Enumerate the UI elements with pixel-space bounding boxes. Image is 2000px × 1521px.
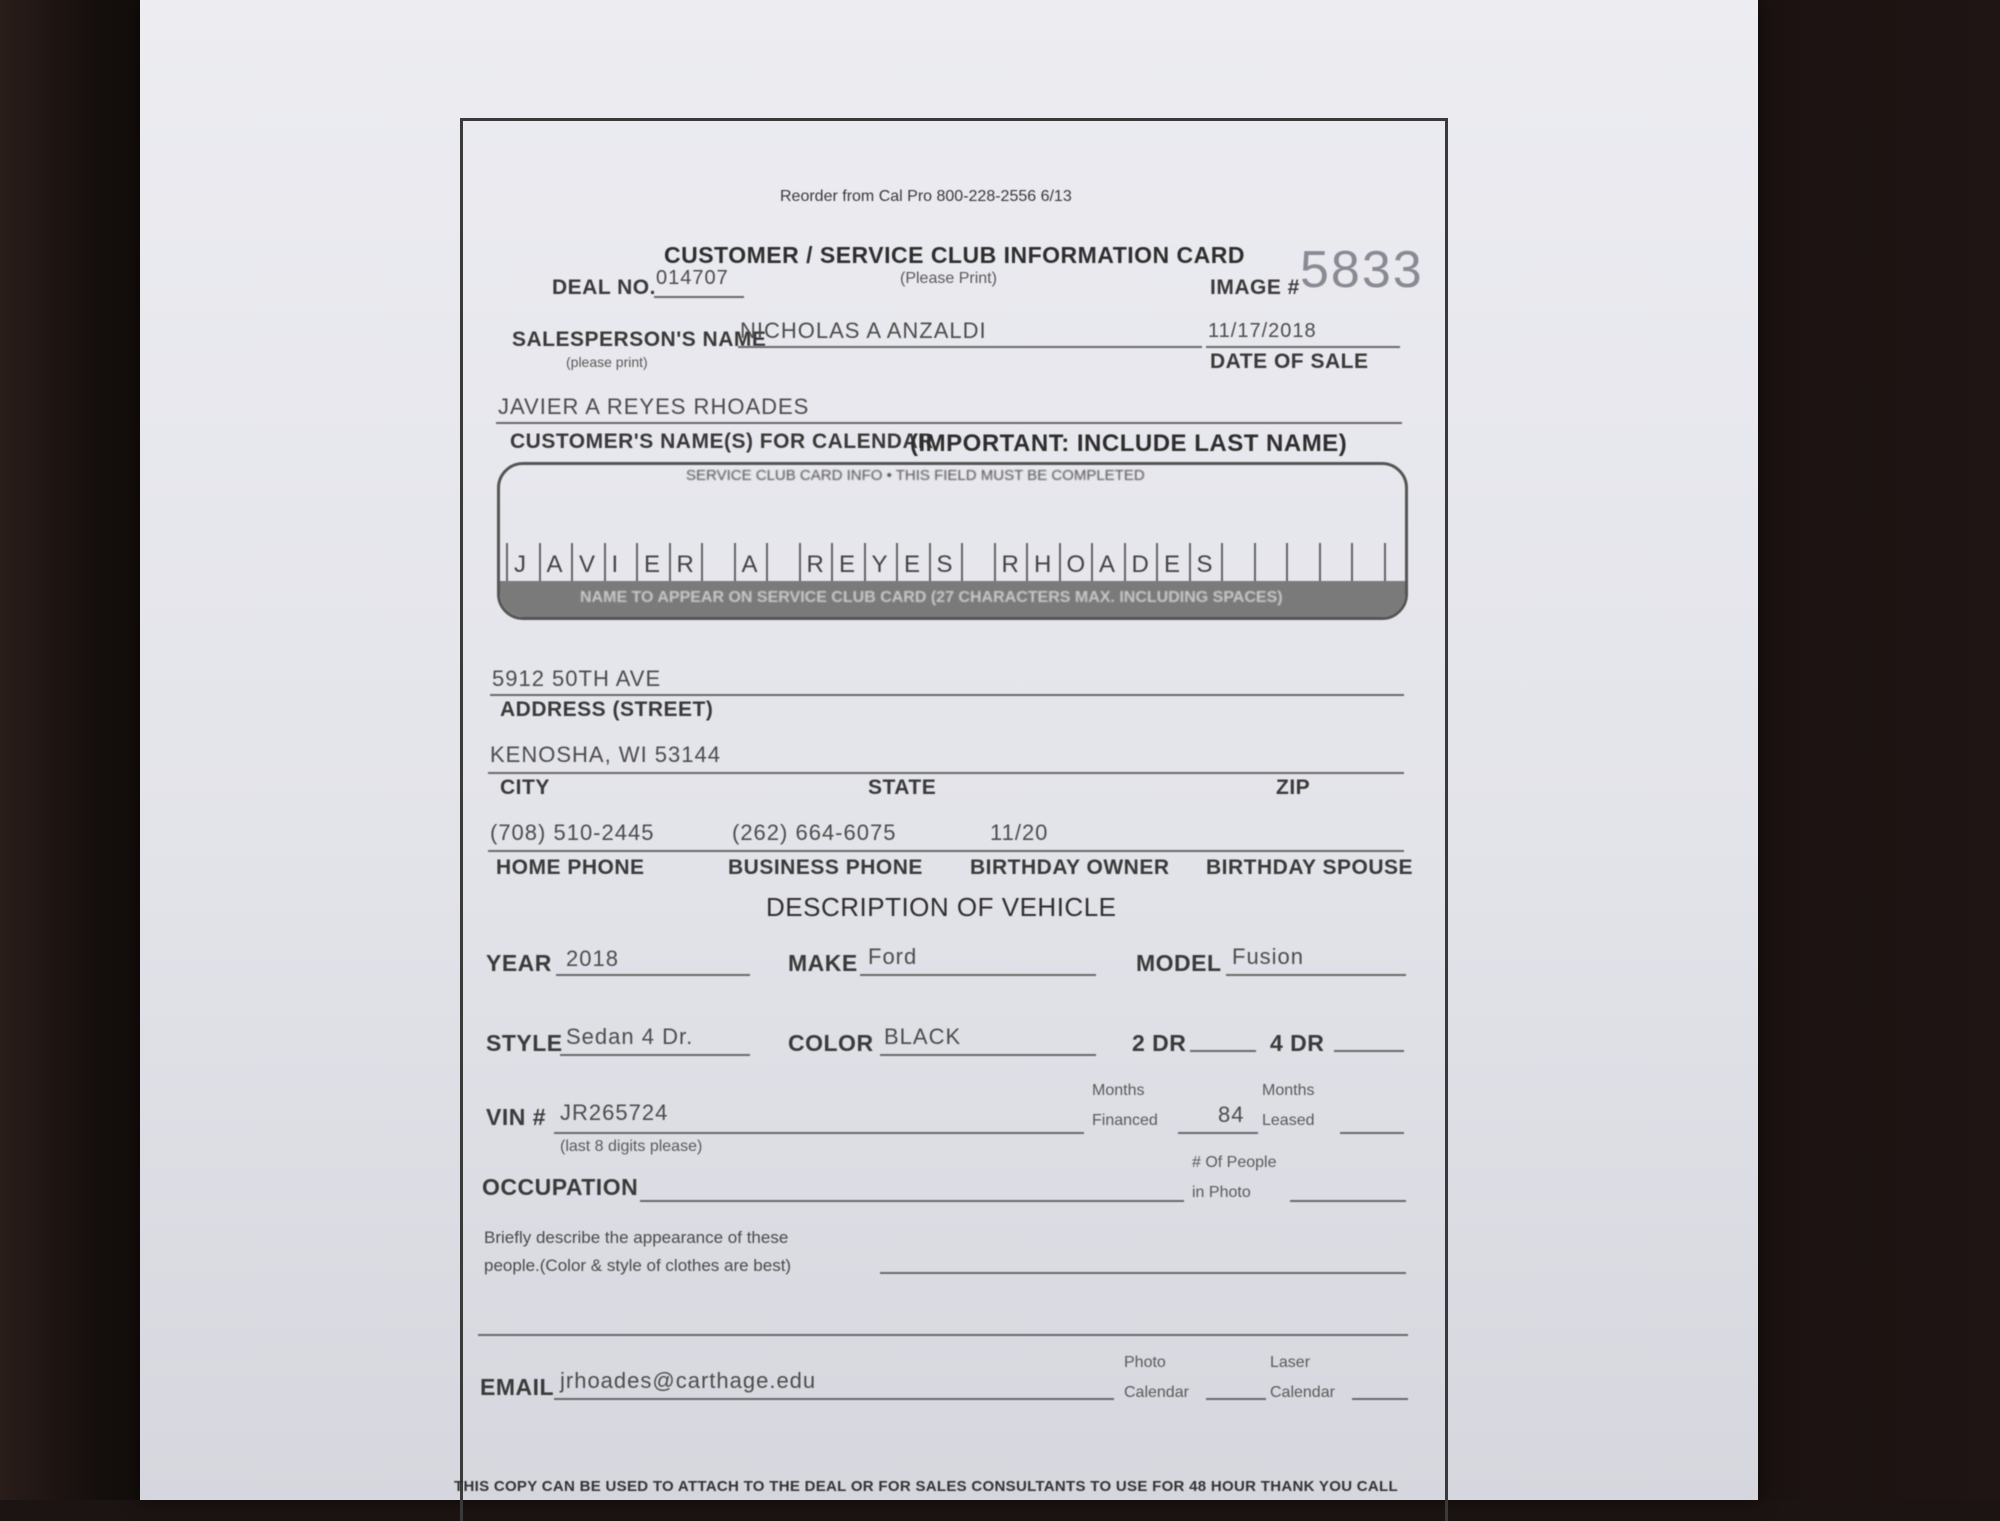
salesperson-sub-label: (please print) [566,354,648,370]
customer-line [496,422,1402,424]
letter-cell-divider [1286,543,1288,583]
home-phone-value[interactable]: (708) 510-2445 [490,820,655,845]
service-club-box [497,462,1408,620]
letter-cell-divider [994,543,996,583]
letter-cell-divider [669,543,671,583]
service-club-footer: NAME TO APPEAR ON SERVICE CLUB CARD (27 CHARACTERS MAX. INCLUDING SPACES) [580,589,1283,606]
make-line [860,974,1096,976]
service-club-letter: E [1164,551,1181,578]
year-value[interactable]: 2018 [566,946,619,971]
four-door-line[interactable] [1334,1050,1404,1052]
year-line [556,974,750,976]
people-in-photo-label-line2: in Photo [1192,1184,1251,1201]
email-label: EMAIL [480,1374,555,1400]
form-title: CUSTOMER / SERVICE CLUB INFORMATION CARD [664,242,1245,268]
email-line [554,1398,1114,1400]
letter-cell-divider [896,543,898,583]
service-club-letter-grid[interactable] [506,543,1386,583]
service-club-letter: A [546,551,563,578]
color-value[interactable]: BLACK [884,1024,962,1049]
letter-cell-divider [1091,543,1093,583]
service-club-letter: V [579,551,596,578]
business-phone-value[interactable]: (262) 664-6075 [732,820,897,845]
letter-cell-divider [636,543,638,583]
occupation-label: OCCUPATION [482,1174,639,1200]
occupation-line[interactable] [640,1200,1184,1202]
city-value[interactable]: KENOSHA, WI 53144 [490,742,721,767]
vin-sub-label: (last 8 digits please) [560,1138,703,1155]
letter-cell-divider [604,543,606,583]
service-club-letter: E [904,551,921,578]
two-door-line[interactable] [1190,1050,1256,1052]
customer-name-value[interactable]: JAVIER A REYES RHOADES [498,394,810,419]
service-club-letter: E [644,551,661,578]
reorder-text: Reorder from Cal Pro 800-228-2556 6/13 [780,188,1072,205]
deal-no-value[interactable]: 014707 [656,267,729,289]
service-club-letter: D [1131,551,1149,578]
address-label: ADDRESS (STREET) [500,698,714,721]
letter-cell-divider [571,543,573,583]
service-club-letter: H [1034,551,1052,578]
letter-cell-divider [1351,543,1353,583]
salesperson-label: SALESPERSON'S NAME [512,328,767,351]
city-line [488,772,1404,774]
photo-calendar-label-line1: Photo [1124,1354,1166,1371]
letter-cell-divider [799,543,801,583]
months-leased-label-line1: Months [1262,1082,1315,1099]
customer-name-label: CUSTOMER'S NAME(S) FOR CALENDAR [510,430,934,453]
model-label: MODEL [1136,950,1222,976]
two-door-label: 2 DR [1132,1030,1187,1056]
service-club-letter: S [936,551,953,578]
model-line [1226,974,1406,976]
birthday-spouse-label: BIRTHDAY SPOUSE [1206,856,1414,879]
make-value[interactable]: Ford [868,944,918,969]
service-club-letter: J [514,551,526,578]
service-club-letter: A [1099,551,1116,578]
please-print-note: (Please Print) [900,270,997,287]
describe-line-2[interactable] [478,1334,1408,1336]
service-club-letter: I [611,551,619,578]
deal-no-line [654,296,744,298]
phone-line [488,850,1404,852]
laser-calendar-label-line1: Laser [1270,1354,1311,1371]
email-value[interactable]: jrhoades@carthage.edu [560,1368,817,1393]
model-value[interactable]: Fusion [1232,944,1305,969]
people-in-photo-line[interactable] [1290,1200,1406,1202]
letter-cell-divider [1254,543,1256,583]
salesperson-line [738,346,1202,348]
service-club-letter: O [1066,551,1086,578]
year-label: YEAR [486,950,552,976]
describe-label-line2: people.(Color & style of clothes are best) [484,1256,792,1275]
people-in-photo-label-line1: # Of People [1192,1154,1277,1171]
service-club-header: SERVICE CLUB CARD INFO • THIS FIELD MUST BE COMPLETED [686,467,1145,484]
style-line [560,1054,750,1056]
state-label: STATE [868,776,937,799]
describe-line-1[interactable] [880,1272,1406,1274]
months-financed-value[interactable]: 84 [1218,1102,1245,1127]
vin-value[interactable]: JR265724 [560,1100,669,1125]
letter-cell-divider [1319,543,1321,583]
photo-calendar-line[interactable] [1206,1398,1266,1400]
zip-label: ZIP [1276,776,1311,799]
birthday-owner-label: BIRTHDAY OWNER [970,856,1170,879]
home-phone-label: HOME PHONE [496,856,645,879]
letter-cell-divider [1221,543,1223,583]
laser-calendar-label-line2: Calendar [1270,1384,1335,1401]
service-club-letter: R [676,551,694,578]
months-financed-label-line2: Financed [1092,1112,1158,1129]
letter-cell-divider [766,543,768,583]
image-label: IMAGE # [1210,276,1300,299]
laser-calendar-line[interactable] [1352,1398,1408,1400]
vin-label: VIN # [486,1104,547,1130]
letter-cell-divider [929,543,931,583]
letter-cell-divider [961,543,963,583]
letter-cell-divider [1189,543,1191,583]
style-label: STYLE [486,1030,563,1056]
photo-calendar-label-line2: Calendar [1124,1384,1189,1401]
letter-cell-divider [1384,543,1386,583]
address-line [490,694,1404,696]
letter-cell-divider [1156,543,1158,583]
make-label: MAKE [788,950,858,976]
date-of-sale-value[interactable]: 11/17/2018 [1208,320,1317,342]
letter-cell-divider [1026,543,1028,583]
service-club-letter: S [1196,551,1213,578]
vehicle-section-title: DESCRIPTION OF VEHICLE [766,892,1117,922]
birthday-owner-value[interactable]: 11/20 [990,820,1049,845]
letter-cell-divider [539,543,541,583]
service-club-footer-band [500,581,1405,617]
service-club-letter: R [1001,551,1019,578]
vin-line [554,1132,1084,1134]
letter-cell-divider [506,543,508,583]
service-club-letter: A [741,551,758,578]
service-club-letter: Y [871,551,888,578]
footer-note: THIS COPY CAN BE USED TO ATTACH TO THE DEAL OR FOR SALES CONSULTANTS TO USE FOR 48 HOUR THANK YOU CALL [454,1478,1398,1495]
date-of-sale-label: DATE OF SALE [1210,350,1369,373]
months-financed-line [1178,1132,1258,1134]
months-leased-label-line2: Leased [1262,1112,1315,1129]
customer-important-note: (IMPORTANT: INCLUDE LAST NAME) [910,430,1348,457]
image-number-value[interactable]: 5833 [1300,241,1424,299]
letter-cell-divider [701,543,703,583]
service-club-letter: R [806,551,824,578]
letter-cell-divider [1124,543,1126,583]
salesperson-value[interactable]: NICHOLAS A ANZALDI [740,318,987,343]
date-line [1206,346,1400,348]
months-leased-line[interactable] [1340,1132,1404,1134]
business-phone-label: BUSINESS PHONE [728,856,923,879]
deal-no-label: DEAL NO. [552,276,656,299]
city-label: CITY [500,776,550,799]
letter-cell-divider [734,543,736,583]
letter-cell-divider [1059,543,1061,583]
letter-cell-divider [831,543,833,583]
letter-cell-divider [864,543,866,583]
four-door-label: 4 DR [1270,1030,1325,1056]
style-value[interactable]: Sedan 4 Dr. [566,1024,694,1049]
color-line [880,1054,1096,1056]
describe-label-line1: Briefly describe the appearance of these [484,1228,789,1247]
service-club-letter: E [839,551,856,578]
color-label: COLOR [788,1030,874,1056]
months-financed-label-line1: Months [1092,1082,1145,1099]
address-value[interactable]: 5912 50TH AVE [492,666,662,691]
